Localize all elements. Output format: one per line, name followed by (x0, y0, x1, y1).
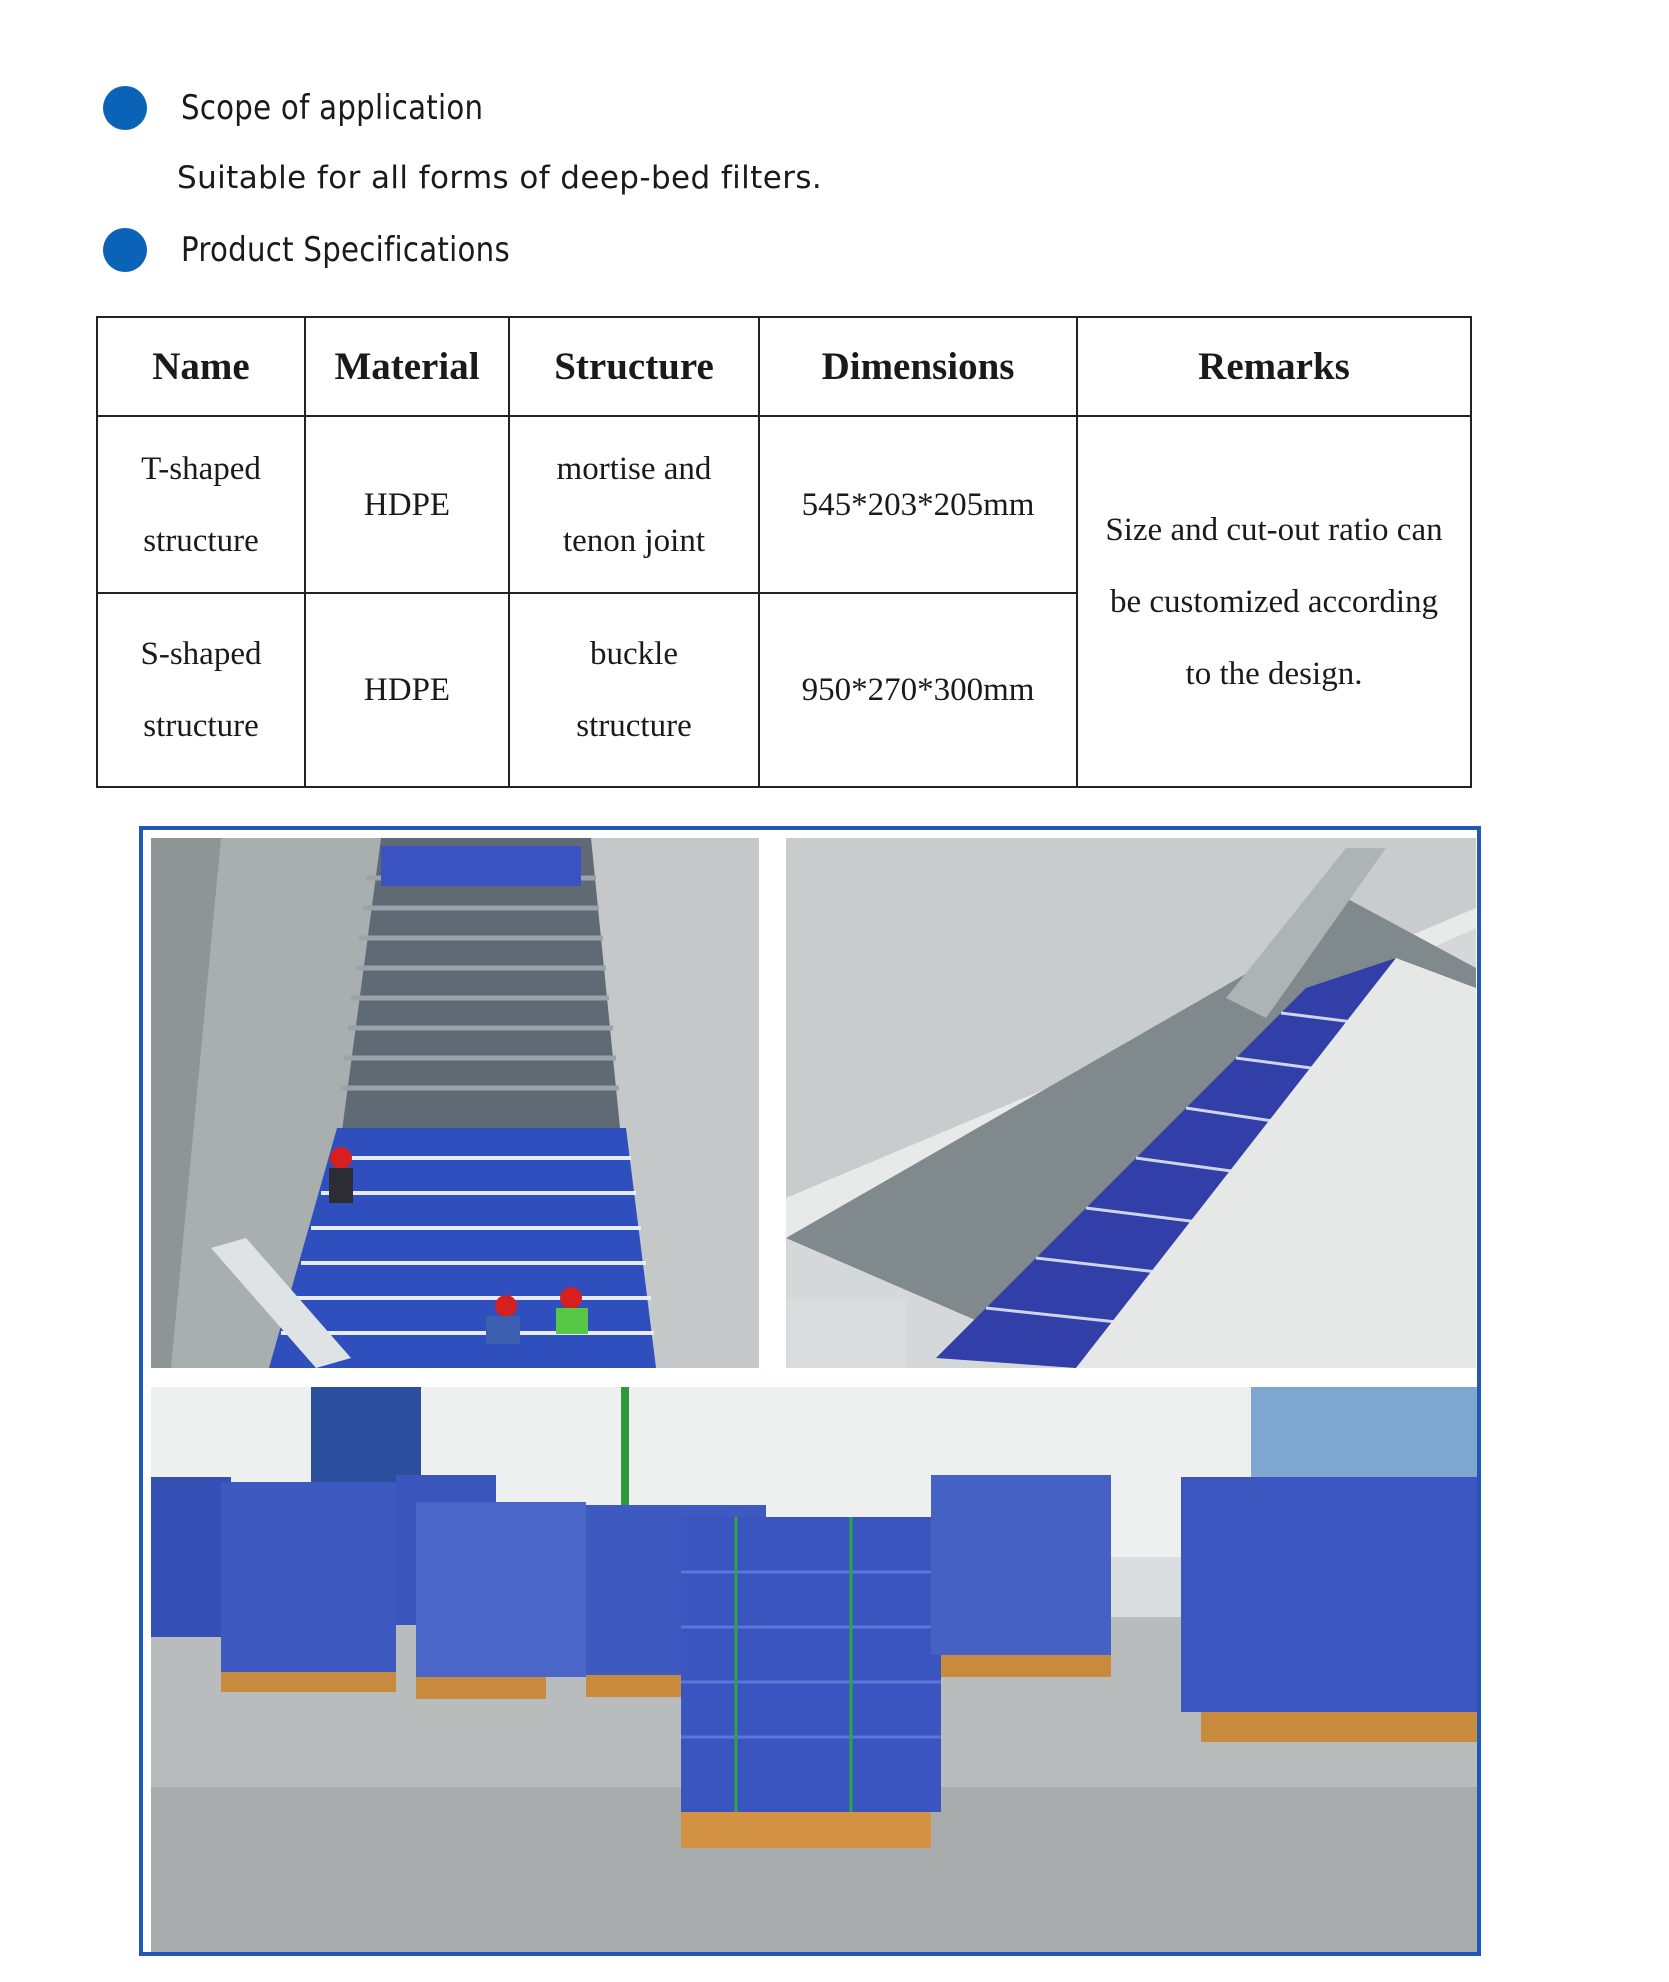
column-header-material: Material (305, 317, 509, 416)
scope-heading: Scope of application (181, 88, 484, 128)
bullet-dot-icon (103, 86, 147, 130)
column-header-name: Name (97, 317, 305, 416)
cell-structure (509, 593, 759, 787)
pallet-stack (681, 1517, 941, 1848)
photo-filter-installation (151, 838, 759, 1368)
structure-line: structure (576, 708, 692, 744)
photo-warehouse-pallets (151, 1387, 1477, 1952)
cell-dimensions: 545*203*205mm (759, 416, 1077, 593)
pallet-stack (396, 1475, 586, 1699)
structure-line: mortise and (556, 450, 712, 487)
pallet-stack (931, 1475, 1111, 1677)
bullet-dot-icon (103, 228, 147, 272)
cell-dimensions: 950*270*300mm (759, 593, 1077, 787)
cell-material: HDPE (305, 593, 509, 787)
photo-filter-channel (786, 838, 1476, 1368)
cell-name (97, 593, 305, 787)
scope-heading-row (103, 86, 533, 130)
name-line: structure (143, 522, 259, 559)
specs-heading: Product Specifications (181, 230, 510, 270)
cell-material: HDPE (305, 416, 509, 593)
cell-name (97, 416, 305, 593)
column-header-remarks: Remarks (1077, 317, 1471, 416)
remarks-line: to the design. (1185, 655, 1363, 692)
cell-remarks (1077, 416, 1471, 787)
name-line: structure (143, 708, 259, 744)
structure-line: buckle (590, 636, 678, 672)
scope-text: Suitable for all forms of deep-bed filters. (177, 160, 823, 196)
table-header-row (97, 317, 1471, 416)
filter-installation-image (151, 838, 759, 1368)
specs-heading-row (103, 228, 564, 272)
column-header-dimensions: Dimensions (759, 317, 1077, 416)
table-row (97, 416, 1471, 593)
specifications-table (96, 316, 1472, 788)
photo-collage-frame (139, 826, 1481, 1956)
structure-line: tenon joint (562, 522, 706, 559)
pallet-stack (1181, 1477, 1477, 1742)
warehouse-pallets-image (151, 1387, 1477, 1952)
remarks-line: be customized according (1109, 583, 1439, 620)
column-header-structure: Structure (509, 317, 759, 416)
remarks-line: Size and cut-out ratio can (1105, 511, 1443, 548)
name-line: T-shaped (141, 450, 261, 487)
filter-channel-image (786, 838, 1476, 1368)
cell-structure (509, 416, 759, 593)
name-line: S-shaped (140, 636, 262, 672)
